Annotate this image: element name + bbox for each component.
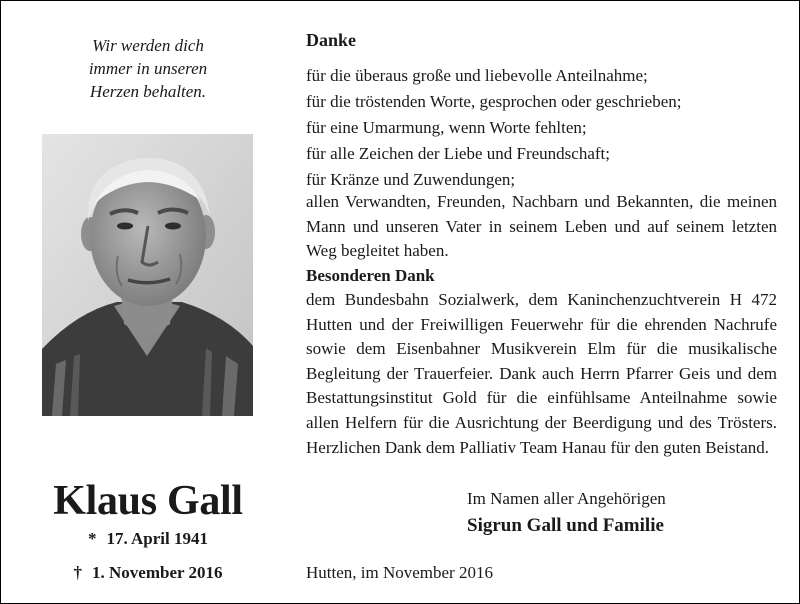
death-date-line <box>41 562 255 584</box>
birth-date-line <box>41 528 255 550</box>
thanks-line-4: für alle Zeichen der Liebe und Freundschaft; <box>306 144 610 163</box>
death-symbol: † <box>73 563 82 582</box>
birth-symbol: * <box>87 529 97 548</box>
special-thanks-text: dem Bundesbahn Sozialwerk, dem Kaninchenzuchtverein H 472 Hutten und der Freiwilligen Feuerwehr für die ehrenden Nachrufe sowie dem Eisenbahner Musikverein Elm für die musikalische Begleitung der Trauerfeier. Dank auch Herrn Pfarrer Geis und dem Bestattungsinstitut Gold für die einfühlsame Anteilnahme sowie allen Helfern für die Ausrichtung der Beerdigung und des Trösters. Herzlichen Dank dem Palliativ Team Hanau für den guten Beistand. <box>306 290 777 457</box>
thanks-paragraph: allen Verwandten, Freunden, Nachbarn und Bekannten, die meinen Mann und unseren Vater in seinem Leben und auf seinem letzten Weg begleitet haben. <box>306 192 777 261</box>
quote-line-3: Herzen behalten. <box>89 82 207 101</box>
quote-line-2: immer in unseren <box>88 59 208 78</box>
birth-date: 17. April 1941 <box>106 529 209 548</box>
thanks-line-2: für die tröstenden Worte, gesprochen oder geschrieben; <box>306 92 682 111</box>
special-thanks-heading: Besonderen Dank <box>306 266 435 285</box>
signature-line-1: Im Namen aller Angehörigen <box>467 489 666 508</box>
thanks-line-5: für Kränze und Zuwendungen; <box>306 170 516 189</box>
place-date: Hutten, im November 2016 <box>306 563 493 582</box>
thanks-line-3: für eine Umarmung, wenn Worte fehlten; <box>306 118 587 137</box>
quote-line-1: Wir werden dich <box>92 36 204 55</box>
deceased-name: Klaus Gall <box>53 478 243 524</box>
death-date: 1. November 2016 <box>92 563 223 582</box>
thanks-line-1: für die überaus große und liebevolle Anteilnahme; <box>306 66 648 85</box>
memorial-quote <box>41 34 255 103</box>
thanks-heading: Danke <box>306 30 357 50</box>
portrait-photo <box>42 134 253 416</box>
thanks-lines <box>306 63 777 193</box>
signature-line-2: Sigrun Gall und Familie <box>467 515 664 536</box>
